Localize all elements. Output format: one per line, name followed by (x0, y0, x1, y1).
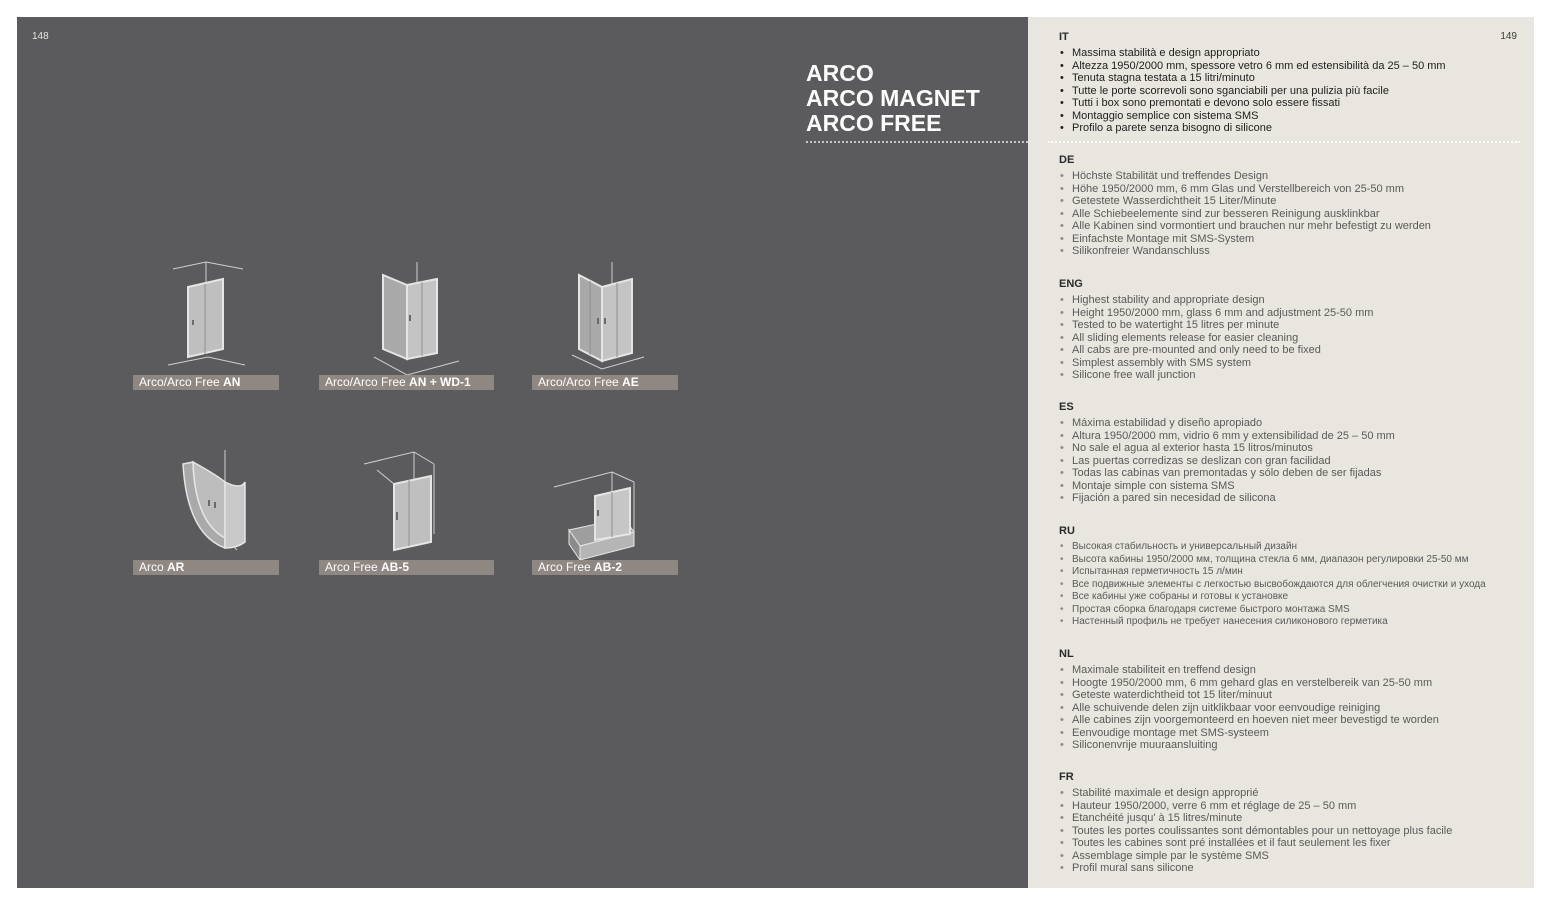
features-french (1059, 771, 1452, 875)
page-number-left: 148 (32, 31, 49, 42)
feature-item: • Простая сборка благодаря системе быстрого монтажа SMS (1059, 604, 1486, 617)
title-line-arco-magnet: ARCO MAGNET (806, 85, 980, 111)
feature-item: • Profilo a parete senza bisogno di silicone (1059, 122, 1446, 135)
feature-item: • Höhe 1950/2000 mm, 6 mm Glas und Verstellbereich von 25-50 mm (1059, 183, 1431, 196)
feature-item: • Las puertas corredizas se deslizan con gran facilidad (1059, 455, 1395, 468)
feature-item: • Máxima estabilidad y diseño apropiado (1059, 417, 1395, 430)
feature-item: • No sale el agua al exterior hasta 15 litros/minutos (1059, 442, 1395, 455)
feature-item: • Fijación a pared sin necesidad de silicona (1059, 492, 1395, 505)
feature-item: • Einfachste Montage mit SMS-System (1059, 233, 1431, 246)
feature-item: • Stabilité maximale et design approprié (1059, 787, 1452, 800)
corner-entry-enclosure-icon (532, 257, 678, 377)
feature-item: • Toutes les portes coulissantes sont démontables pour un nettoyage plus facile (1059, 825, 1452, 838)
features-dutch (1059, 648, 1439, 752)
feature-item: • Все кабины уже собраны и готовы к установке (1059, 591, 1486, 604)
feature-item: • Assemblage simple par le système SMS (1059, 850, 1452, 863)
product-card-ab-2 (532, 442, 678, 577)
feature-item: • Getestete Wasserdichtheit 15 Liter/Minute (1059, 195, 1431, 208)
feature-item: • Toutes les cabines sont pré installées et il faut seulement les fixer (1059, 837, 1452, 850)
feature-item: • Высота кабины 1950/2000 мм, толщина стекла 6 мм, диапазон регулировки 25-50 мм (1059, 554, 1486, 567)
feature-item: • Maximale stabiliteit en treffend design (1059, 664, 1439, 677)
product-label-an-wd-1: Arco/Arco Free AN + WD-1 (319, 375, 494, 390)
feature-item: • Höchste Stabilität und treffendes Design (1059, 170, 1431, 183)
right-page (1028, 17, 1534, 888)
feature-item: • Tested to be watertight 15 litres per minute (1059, 319, 1373, 332)
dotted-divider (806, 141, 1028, 143)
language-code-ru: RU (1059, 525, 1075, 537)
feature-item: • Etanchéité jusqu' à 15 litres/minute (1059, 812, 1452, 825)
feature-item: • All cabs are pre-mounted and only need to be fixed (1059, 344, 1373, 357)
language-code-it: IT (1059, 31, 1069, 43)
page-number-right: 149 (1500, 31, 1517, 42)
language-code-nl: NL (1059, 648, 1074, 660)
feature-item: • Todas las cabinas van premontadas y sólo deben de ser fijadas (1059, 467, 1395, 480)
feature-item: • Alle Schiebeelemente sind zur besseren Reinigung ausklinkbar (1059, 208, 1431, 221)
product-label-an: Arco/Arco Free AN (133, 375, 279, 390)
feature-item: • Montaggio semplice con sistema SMS (1059, 110, 1446, 123)
product-label-ae: Arco/Arco Free AE (532, 375, 678, 390)
language-code-de: DE (1059, 154, 1075, 166)
features-german (1059, 154, 1431, 258)
feature-item: • Profil mural sans silicone (1059, 862, 1452, 875)
niche-door-icon (319, 442, 494, 562)
corner-sliding-door-icon (133, 257, 279, 377)
feature-item: • Alle schuivende delen zijn uitklikbaar voor eenvoudige reiniging (1059, 702, 1439, 715)
feature-item: • Настенный профиль не требует нанесения силиконового герметика (1059, 616, 1486, 629)
title-line-arco-free: ARCO FREE (806, 110, 942, 136)
product-title (806, 61, 980, 136)
features-english (1059, 278, 1373, 382)
features-spanish (1059, 401, 1395, 505)
feature-item: • Tutti i box sono premontati e devono solo essere fissati (1059, 97, 1446, 110)
feature-item: • Tutte le porte scorrevoli sono sganciabili per una pulizia più facile (1059, 85, 1446, 98)
product-label-ar: Arco AR (133, 560, 279, 575)
feature-item: • Height 1950/2000 mm, glass 6 mm and adjustment 25-50 mm (1059, 307, 1373, 320)
product-label-ab-5: Arco Free AB-5 (319, 560, 494, 575)
quadrant-enclosure-icon (133, 442, 279, 562)
features-russian (1059, 525, 1486, 629)
feature-item: • Alle Kabinen sind vormontiert und brauchen nur mehr befestigt zu werden (1059, 220, 1431, 233)
feature-item: • Все подвижные элементы с легкостью высвобождаются для облегчения очистки и ухода (1059, 579, 1486, 592)
bathtub-screen-icon (532, 442, 678, 562)
feature-item: • Tenuta stagna testata a 15 litri/minuto (1059, 72, 1446, 85)
feature-item: • Hauteur 1950/2000, verre 6 mm et réglage de 25 – 50 mm (1059, 800, 1452, 813)
feature-item: • Geteste waterdichtheid tot 15 liter/minuut (1059, 689, 1439, 702)
sliding-door-with-side-panel-icon (319, 257, 494, 377)
product-label-ab-2: Arco Free AB-2 (532, 560, 678, 575)
product-card-ab-5 (319, 442, 494, 577)
dotted-divider-right (1048, 141, 1520, 143)
feature-item: • Massima stabilità e design appropriato (1059, 47, 1446, 60)
feature-item: • Altura 1950/2000 mm, vidrio 6 mm y extensibilidad de 25 – 50 mm (1059, 430, 1395, 443)
feature-item: • Высокая стабильность и универсальный дизайн (1059, 541, 1486, 554)
features-italian (1059, 31, 1446, 135)
catalog-spread (17, 17, 1534, 888)
feature-item: • Испытанная герметичность 15 л/мин (1059, 566, 1486, 579)
feature-item: • All sliding elements release for easier cleaning (1059, 332, 1373, 345)
product-card-an-wd-1 (319, 257, 494, 392)
feature-item: • Highest stability and appropriate design (1059, 294, 1373, 307)
feature-item: • Silicone free wall junction (1059, 369, 1373, 382)
left-page (17, 17, 1028, 888)
feature-item: • Hoogte 1950/2000 mm, 6 mm gehard glas en verstelbereik van 25-50 mm (1059, 677, 1439, 690)
language-code-eng: ENG (1059, 278, 1083, 290)
feature-item: • Simplest assembly with SMS system (1059, 357, 1373, 370)
title-line-arco: ARCO (806, 60, 874, 86)
feature-item: • Montaje simple con sistema SMS (1059, 480, 1395, 493)
feature-item: • Altezza 1950/2000 mm, spessore vetro 6 mm ed estensibilità da 25 – 50 mm (1059, 60, 1446, 73)
language-code-es: ES (1059, 401, 1074, 413)
feature-item: • Eenvoudige montage met SMS-systeem (1059, 727, 1439, 740)
feature-item: • Siliconenvrije muuraansluiting (1059, 739, 1439, 752)
product-card-ae (532, 257, 678, 392)
feature-item: • Alle cabines zijn voorgemonteerd en hoeven niet meer bevestigd te worden (1059, 714, 1439, 727)
feature-item: • Silikonfreier Wandanschluss (1059, 245, 1431, 258)
product-card-ar (133, 442, 279, 577)
language-code-fr: FR (1059, 771, 1074, 783)
product-card-an (133, 257, 279, 392)
